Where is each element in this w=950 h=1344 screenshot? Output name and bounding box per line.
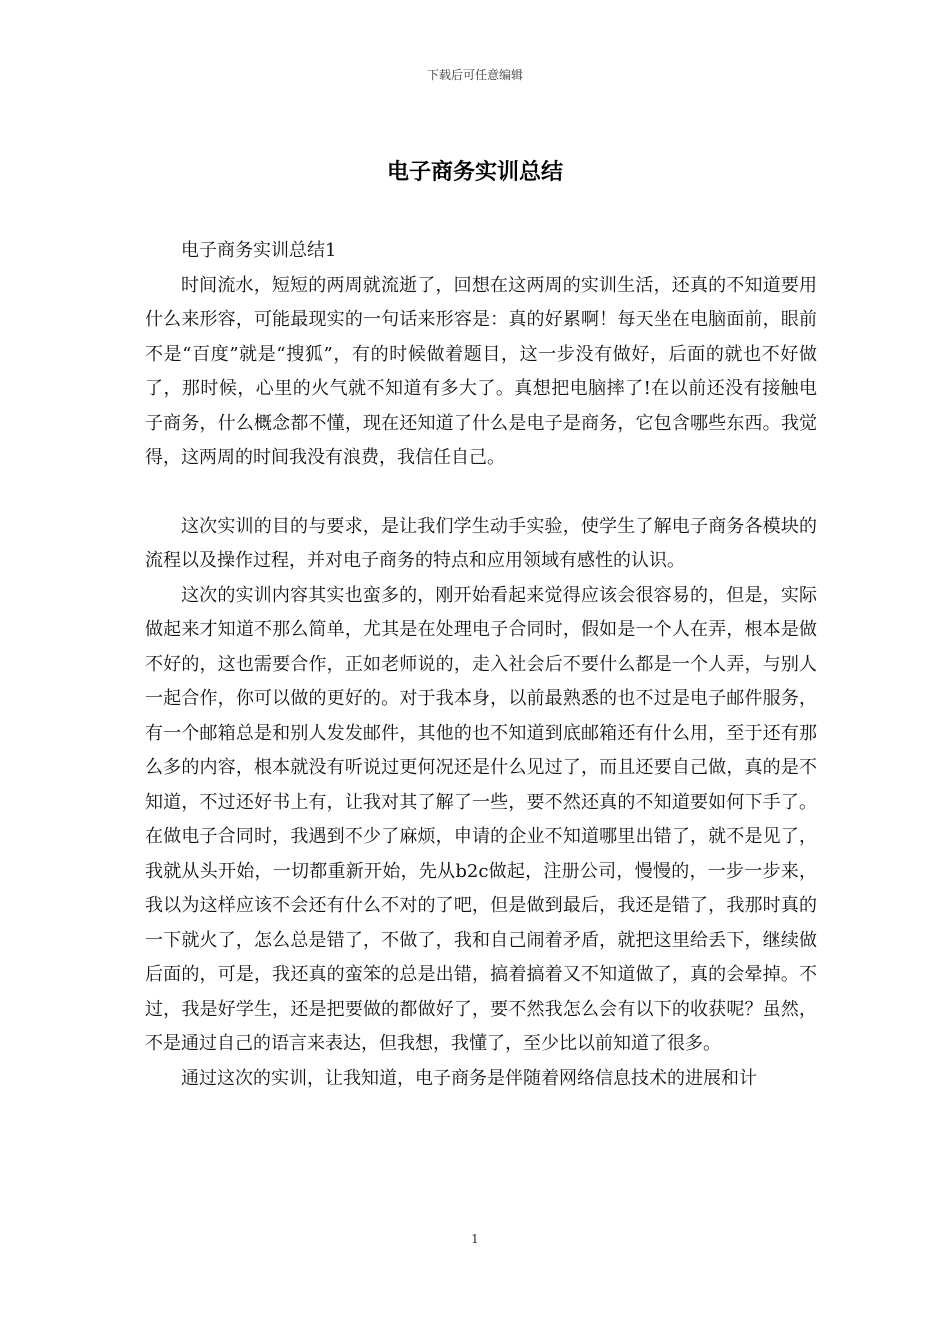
document-body [145,234,817,1096]
paragraph-3: 这次的实训内容其实也蛮多的，刚开始看起来觉得应该会很容易的，但是，实际做起来才知道不那么简单，尤其是在处理电子合同时，假如是一个人在弄，根本是做不好的，这也需要合作，正如老师说的，走入社会后不要什么都是一个人弄，与别人一起合作，你可以做的更好的。对于我本身，以前最熟悉的也不过是电子邮件服务，有一个邮箱总是和别人发发邮件，其他的也不知道到底邮箱还有什么用，至于还有那么多的内容，根本就没有听说过更何况还是什么见过了，而且还要自己做，真的是不知道，不过还好书上有，让我对其了解了一些，要不然还真的不知道要如何下手了。在做电子合同时，我遇到不少了麻烦，申请的企业不知道哪里出错了，就不是见了，我就从头开始，一切都重新开始，先从b2c做起，注册公司，慢慢的，一步一步来，我以为这样应该不会还有什么不对的了吧，但是做到最后，我还是错了，我那时真的一下就火了，怎么总是错了，不做了，我和自己闹着矛盾，就把这里给丢下，继续做后面的，可是，我还真的蛮笨的总是出错，搞着搞着又不知道做了，真的会晕掉。不过，我是好学生，还是把要做的都做好了，要不然我怎么会有以下的收获呢？虽然，不是通过自己的语言来表达，但我想，我懂了，至少比以前知道了很多。 [145,584,817,1054]
section-heading: 电子商务实训总结1 [181,240,337,261]
page-number: 1 [471,1232,479,1246]
paragraph-1: 时间流水，短短的两周就流逝了，回想在这两周的实训生活，还真的不知道要用什么来形容，可能最现实的一句话来形容是：真的好累啊！每天坐在电脑面前，眼前不是“百度”就是“搜狐”，有的时候做着题目，这一步没有做好，后面的就也不好做了，那时候，心里的火气就不知道有多大了。真想把电脑摔了!在以前还没有接触电子商务，什么概念都不懂，现在还知道了什么是电子是商务，它包含哪些东西。我觉得，这两周的时间我没有浪费，我信任自己。 [145,274,817,468]
header-note: 下载后可任意编辑 [426,68,523,82]
document-title: 电子商务实训总结 [386,159,563,185]
paragraph-2: 这次实训的目的与要求，是让我们学生动手实验，使学生了解电子商务各模块的流程以及操作过程，并对电子商务的特点和应用领域有感性的认识。 [145,515,817,571]
paragraph-4: 通过这次的实训，让我知道，电子商务是伴随着网络信息技术的进展和计 [181,1067,757,1089]
